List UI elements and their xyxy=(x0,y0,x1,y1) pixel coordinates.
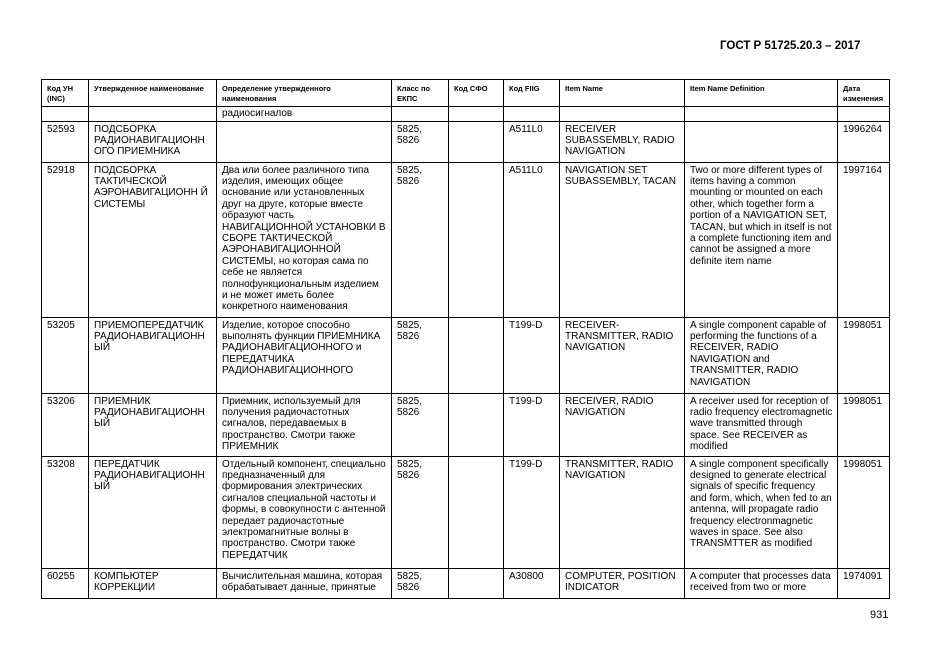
cell-class: 5825, 5826 xyxy=(392,121,449,162)
column-header-fiig: Код FIIG xyxy=(504,80,560,107)
table-row xyxy=(42,568,890,598)
cell-class: 5825, 5826 xyxy=(392,317,449,393)
cell-date: 1974091 xyxy=(838,568,890,598)
column-header-definition: Определение утвержденного наименования xyxy=(217,80,392,107)
nomenclature-table xyxy=(41,79,890,599)
cell-sfo xyxy=(449,456,504,568)
cell-class: 5825, 5826 xyxy=(392,393,449,456)
page-number: 931 xyxy=(870,609,889,621)
cell-name: ПЕРЕДАТЧИК РАДИОНАВИГАЦИОНН ЫЙ xyxy=(89,456,217,568)
cell-date: 1998051 xyxy=(838,393,890,456)
cell-code: 52593 xyxy=(42,121,89,162)
cell-name: ПОДСБОРКА РАДИОНАВИГАЦИОНН ОГО ПРИЕМНИКА xyxy=(89,121,217,162)
column-header-name: Утвержденное наименование xyxy=(89,80,217,107)
cell-item-definition: Two or more different types of items having a common mounting or mounted on each other, which together form a portion of a NAVIGATION SET, TACAN, but which in itself is not a complete functioning item and cannot be assigned a more definite item name xyxy=(685,162,838,317)
table-row xyxy=(42,317,890,393)
cell-name: ПОДСБОРКА ТАКТИЧЕСКОЙ АЭРОНАВИГАЦИОНН Й СИСТЕМЫ xyxy=(89,162,217,317)
table-row-continuation xyxy=(42,107,890,121)
cell-item-definition: A receiver used for reception of radio frequency electromagnetic wave transmitted through space. See RECEIVER as modified xyxy=(685,393,838,456)
cell-sfo xyxy=(449,121,504,162)
cell-name: КОМПЬЮТЕР КОРРЕКЦИИ xyxy=(89,568,217,598)
cell-code: 52918 xyxy=(42,162,89,317)
cell-definition: Изделие, которое способно выполнять функции ПРИЕМНИКА РАДИОНАВИГАЦИОННОГО и ПЕРЕДАТЧИКА РАДИОНАВИГАЦИОННОГО xyxy=(217,317,392,393)
cell-item-definition xyxy=(685,121,838,162)
cell-definition: Отдельный компонент, специально предназначенный для формирования электрических сигналов специальной частоты и формы, в совокупности с антенной передает радиочастотные электромагнитные волны в пространство. Смотри также ПЕРЕДАТЧИК xyxy=(217,456,392,568)
cell-code: 53208 xyxy=(42,456,89,568)
cell-code: 53205 xyxy=(42,317,89,393)
cell-definition: Два или более различного типа изделия, имеющих общее основание или установленных друг на друге, которые вместе образуют часть НАВИГАЦИОННОЙ УСТАНОВКИ В СБОРЕ ТАКТИЧЕСКОЙ АЭРОНАВИГАЦИОННОЙ СИСТЕМЫ, но которая сама по себе не является полнофункциональным изделием и не может иметь более конкретного наименования xyxy=(217,162,392,317)
cell-date: 1997164 xyxy=(838,162,890,317)
cell-fiig: A30800 xyxy=(504,568,560,598)
cell-code: 53206 xyxy=(42,393,89,456)
cell-item-name: COMPUTER, POSITION INDICATOR xyxy=(560,568,685,598)
document-header-title: ГОСТ Р 51725.20.3 – 2017 xyxy=(720,40,861,52)
cell-name xyxy=(89,107,217,121)
column-header-sfo: Код СФО xyxy=(449,80,504,107)
cell-item-definition: A single component specifically designed to generate electrical signals of specific frequency and form, which, when fed to an antenna, will propagate radio frequency electronmagnetic waves in space. See also TRANSMTTER as modified xyxy=(685,456,838,568)
cell-item-definition: A computer that processes data received from two or more xyxy=(685,568,838,598)
table-header-row xyxy=(42,80,890,107)
column-header-code: Код УН (INC) xyxy=(42,80,89,107)
cell-sfo xyxy=(449,107,504,121)
cell-date: 1998051 xyxy=(838,456,890,568)
cell-item-name: RECEIVER-TRANSMITTER, RADIO NAVIGATION xyxy=(560,317,685,393)
table-row xyxy=(42,162,890,317)
cell-name: ПРИЕМНИК РАДИОНАВИГАЦИОНН ЫЙ xyxy=(89,393,217,456)
cell-fiig: T199-D xyxy=(504,456,560,568)
cell-fiig: A511L0 xyxy=(504,162,560,317)
cell-date xyxy=(838,107,890,121)
cell-fiig xyxy=(504,107,560,121)
cell-name: ПРИЕМОПЕРЕДАТЧИК РАДИОНАВИГАЦИОНН ЫЙ xyxy=(89,317,217,393)
table-row xyxy=(42,121,890,162)
cell-definition xyxy=(217,121,392,162)
cell-item-name: RECEIVER SUBASSEMBLY, RADIO NAVIGATION xyxy=(560,121,685,162)
column-header-item-name: Item Name xyxy=(560,80,685,107)
cell-item-definition: A single component capable of performing the functions of a RECEIVER, RADIO NAVIGATION and TRANSMITTER, RADIO NAVIGATION xyxy=(685,317,838,393)
cell-definition: Приемник, используемый для получения радиочастотных сигналов, передаваемых в пространство. Смотри также ПРИЕМНИК xyxy=(217,393,392,456)
cell-date: 1996264 xyxy=(838,121,890,162)
table-row xyxy=(42,393,890,456)
cell-code: 60255 xyxy=(42,568,89,598)
cell-class: 5825, 5826 xyxy=(392,456,449,568)
cell-item-name: NAVIGATION SET SUBASSEMBLY, TACAN xyxy=(560,162,685,317)
column-header-item-definition: Item Name Definition xyxy=(685,80,838,107)
cell-code xyxy=(42,107,89,121)
cell-definition: Вычислительная машина, которая обрабатывает данные, принятые xyxy=(217,568,392,598)
cell-definition: радиосигналов xyxy=(217,107,392,121)
column-header-class: Класс по ЕКПС xyxy=(392,80,449,107)
cell-class xyxy=(392,107,449,121)
cell-item-name xyxy=(560,107,685,121)
cell-sfo xyxy=(449,317,504,393)
cell-sfo xyxy=(449,393,504,456)
cell-sfo xyxy=(449,162,504,317)
cell-item-name: TRANSMITTER, RADIO NAVIGATION xyxy=(560,456,685,568)
cell-item-name: RECEIVER, RADIO NAVIGATION xyxy=(560,393,685,456)
cell-fiig: T199-D xyxy=(504,317,560,393)
cell-fiig: A511L0 xyxy=(504,121,560,162)
cell-item-definition xyxy=(685,107,838,121)
cell-fiig: T199-D xyxy=(504,393,560,456)
column-header-date: Дата изменения xyxy=(838,80,890,107)
cell-class: 5825, 5826 xyxy=(392,162,449,317)
cell-date: 1998051 xyxy=(838,317,890,393)
cell-class: 5825, 5826 xyxy=(392,568,449,598)
cell-sfo xyxy=(449,568,504,598)
table-row xyxy=(42,456,890,568)
